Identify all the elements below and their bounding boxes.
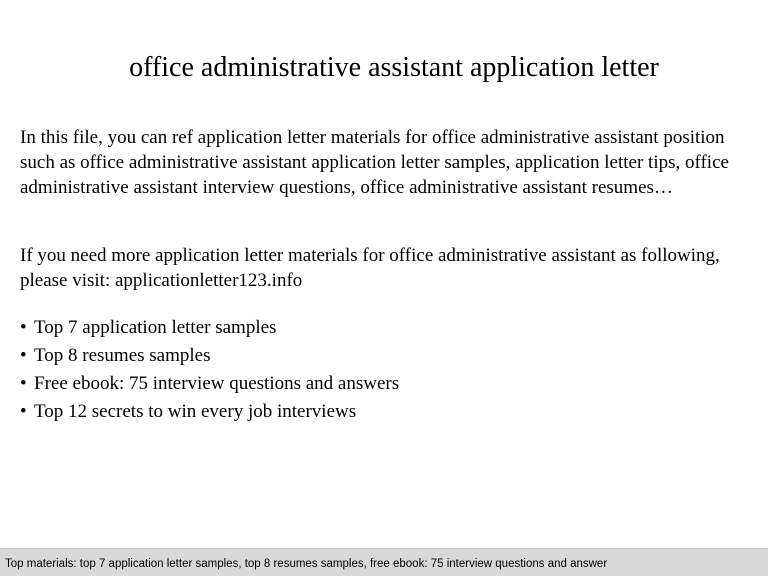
footer-bar: [0, 548, 768, 576]
footer-text: Top materials: top 7 application letter samples, top 8 resumes samples, free ebook: 75 interview questions and answer: [5, 558, 608, 570]
list-item-text: Top 8 resumes samples: [34, 345, 211, 366]
visit-paragraph: If you need more application letter materials for office administrative assistant as following, please visit: applicationletter123.info: [20, 245, 720, 291]
list-item: [20, 342, 399, 370]
bullet-icon: •: [20, 345, 27, 366]
intro-paragraph: In this file, you can ref application letter materials for office administrative assistant position such as office administrative assistant application letter samples, application letter tips, office administrative assistant interview questions, office administrative assistant resumes…: [20, 127, 729, 198]
slide-title: office administrative assistant application letter: [129, 52, 659, 83]
list-item-text: Top 7 application letter samples: [34, 317, 277, 338]
list-item-text: Free ebook: 75 interview questions and answers: [34, 373, 400, 394]
list-item-text: Top 12 secrets to win every job interviews: [34, 401, 357, 422]
bullet-icon: •: [20, 401, 27, 422]
list-item: [20, 370, 399, 398]
bullet-icon: •: [20, 373, 27, 394]
list-item: [20, 398, 399, 426]
bullet-icon: •: [20, 317, 27, 338]
list-item: [20, 314, 399, 342]
materials-list: [20, 314, 399, 426]
